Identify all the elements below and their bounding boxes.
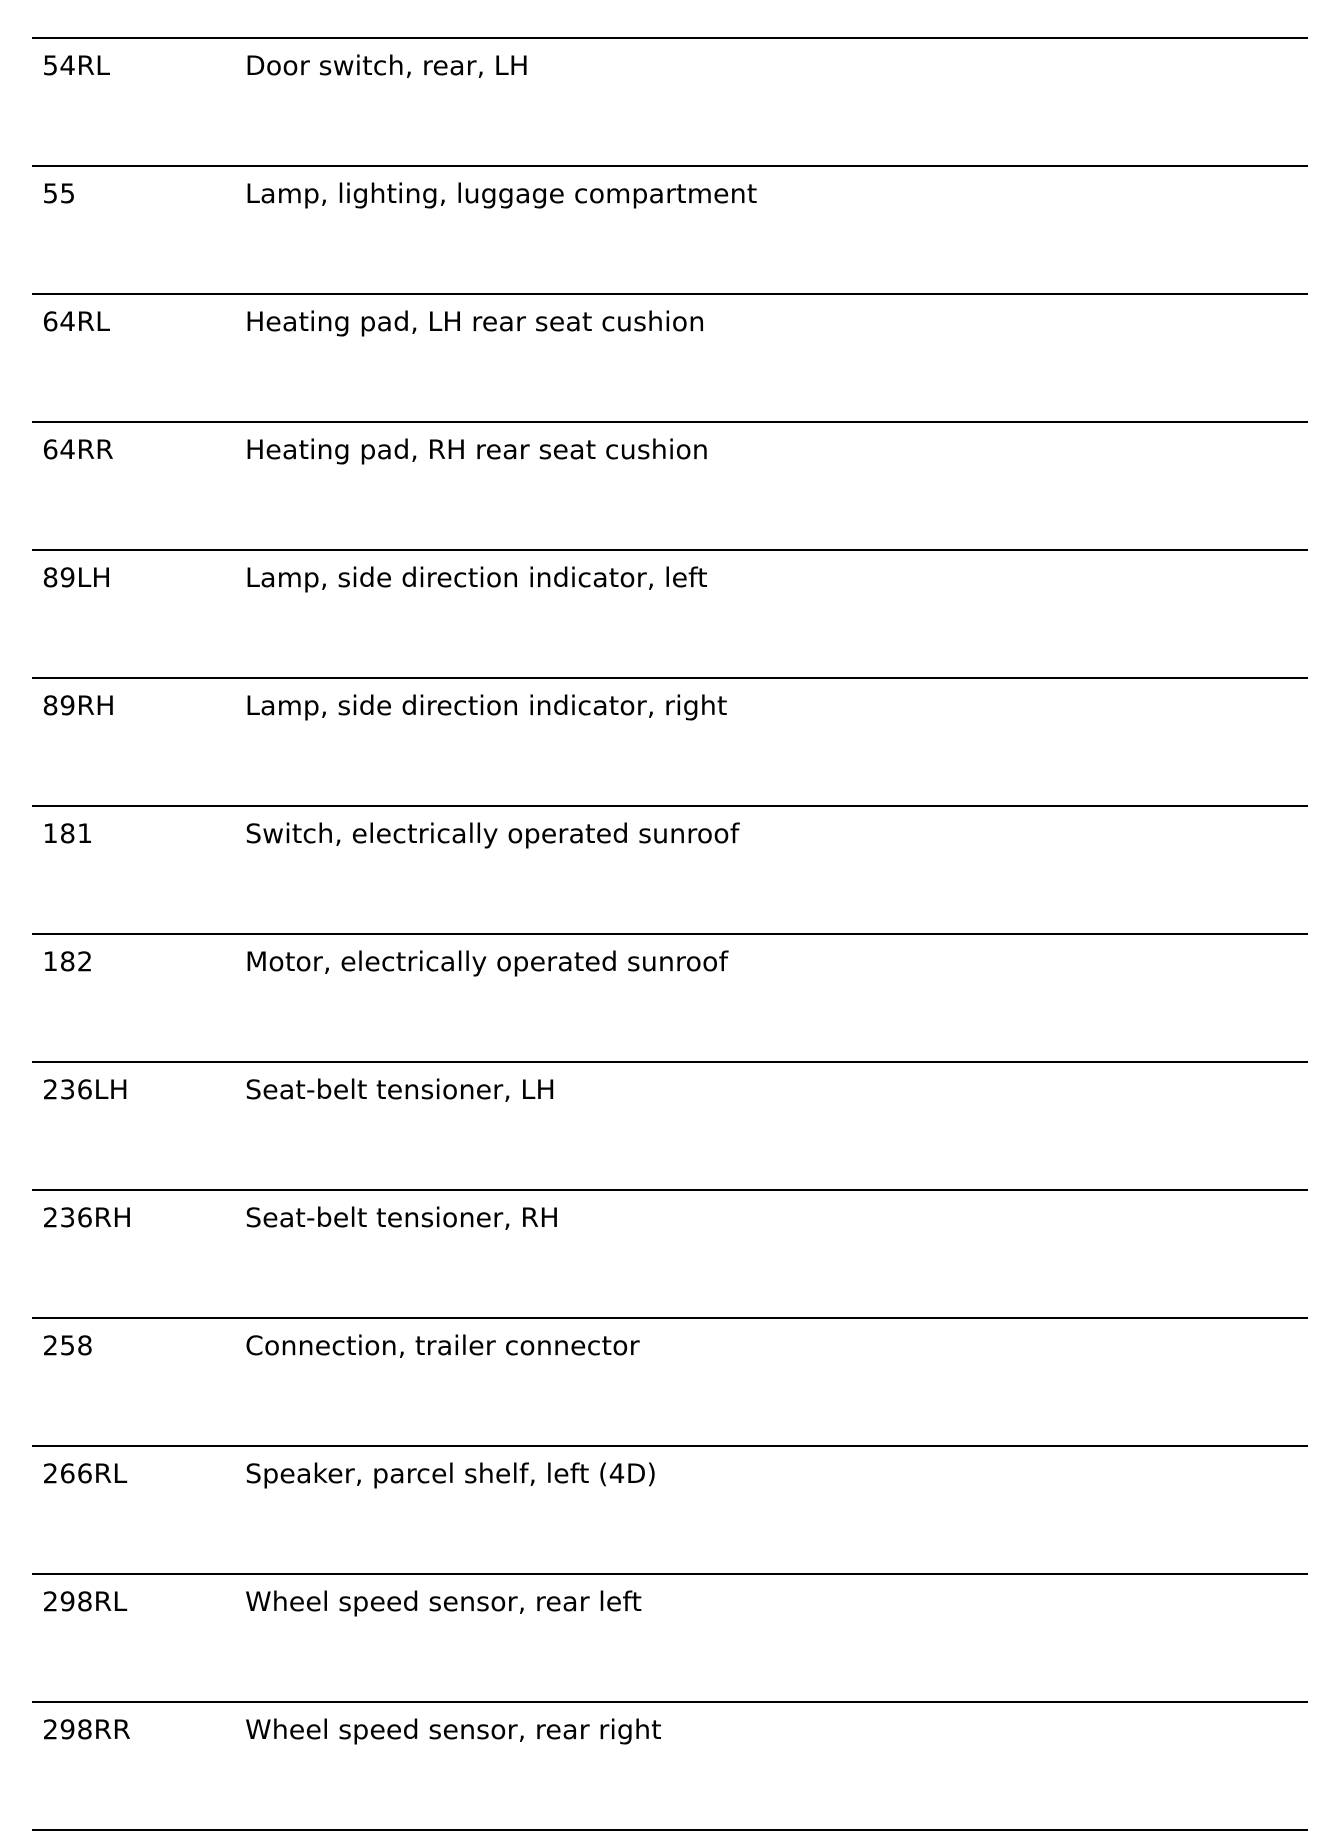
component-code: 298RR [42,1715,132,1746]
component-code: 54RL [42,51,111,82]
table-row [32,935,1308,1063]
component-description: Lamp, side direction indicator, right [245,691,728,722]
table-row [32,1063,1308,1191]
component-code: 89RH [42,691,116,722]
component-code: 258 [42,1331,94,1362]
component-description: Lamp, lighting, luggage compartment [245,179,758,210]
component-code: 89LH [42,563,112,594]
table-row [32,1191,1308,1319]
component-description: Heating pad, RH rear seat cushion [245,435,710,466]
table-row [32,39,1308,167]
component-code: 64RL [42,307,111,338]
component-description: Speaker, parcel shelf, left (4D) [245,1459,658,1490]
component-description: Connection, trailer connector [245,1331,640,1362]
component-description: Wheel speed sensor, rear left [245,1587,642,1618]
component-code: 236RH [42,1203,133,1234]
table-row [32,1575,1308,1703]
component-description: Seat-belt tensioner, RH [245,1203,560,1234]
component-code: 266RL [42,1459,128,1490]
component-description: Motor, electrically operated sunroof [245,947,729,978]
table-row [32,167,1308,295]
table-row [32,1319,1308,1447]
component-description: Heating pad, LH rear seat cushion [245,307,706,338]
component-table [32,37,1308,1831]
table-row [32,423,1308,551]
component-description: Seat-belt tensioner, LH [245,1075,556,1106]
table-row [32,551,1308,679]
table-row [32,1703,1308,1831]
component-description: Wheel speed sensor, rear right [245,1715,662,1746]
table-row [32,679,1308,807]
component-code: 236LH [42,1075,129,1106]
component-code: 181 [42,819,94,850]
table-row [32,295,1308,423]
component-code: 182 [42,947,94,978]
component-description: Door switch, rear, LH [245,51,530,82]
table-row [32,807,1308,935]
component-description: Lamp, side direction indicator, left [245,563,708,594]
component-code: 64RR [42,435,114,466]
component-code: 298RL [42,1587,128,1618]
component-description: Switch, electrically operated sunroof [245,819,740,850]
table-row [32,1447,1308,1575]
component-code: 55 [42,179,77,210]
